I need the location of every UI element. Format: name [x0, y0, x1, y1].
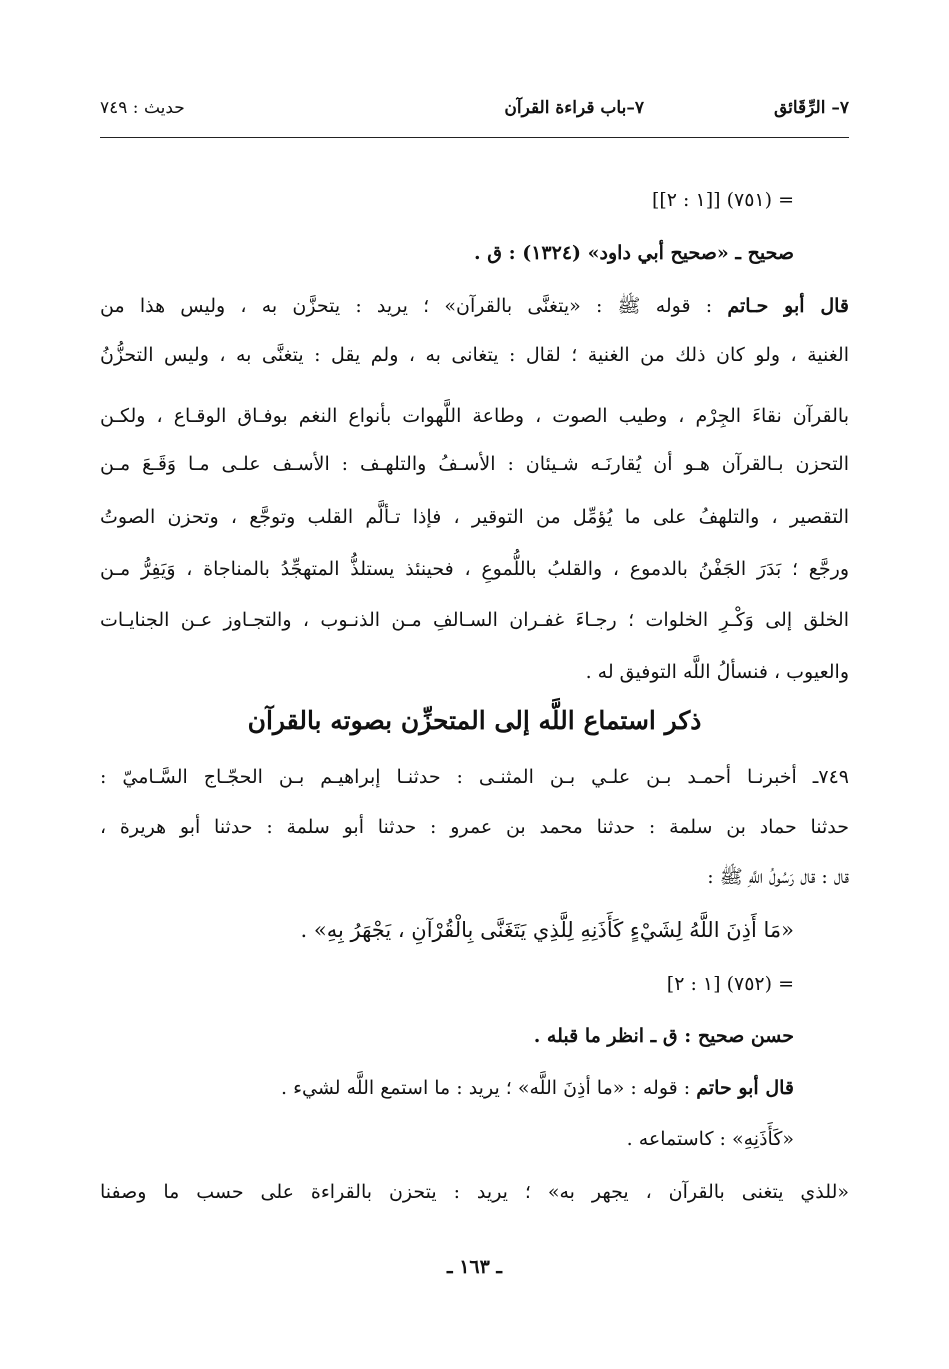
header-divider	[100, 137, 849, 138]
speaker-label: قال أبو حـاتم	[727, 295, 850, 317]
commentary-line: «للذي يتغنى بالقرآن ، يجهر به» ؛ يريد : يتحزن بالقراءة على حسب ما وصفنا	[100, 1181, 849, 1203]
isnad-line: قال : قال رَسُولُ اللَّهِ ﷺ :	[707, 866, 849, 888]
commentary-line: قال أبو حاتم : قوله : «ما أذِنَ اللَّه» ؛ يريد : ما استمع اللَّه لشيء .	[280, 1077, 794, 1099]
hadith-text: «مَا أَذِنَ اللَّهُ لِشَيْءٍ كَأَذَنِهِ لِلَّذِي يَتَغَنَّى بِالْقُرْآنِ ، يَجْهَرُ بِهِ» .	[300, 918, 794, 942]
isnad-line: حدثنا حماد بن سلمة : حدثنا محمد بن عمرو : حدثنا أبو سلمة : حدثنا أبو هريرة ،	[100, 816, 849, 838]
header-hadith-number: حديث : ٧٤٩	[100, 98, 185, 118]
grading-line: حسن صحيح : ق ـ انظر ما قبله .	[533, 1025, 794, 1047]
commentary-line: الغنية ، ولو كان ذلك من الغنية ؛ لقال : يتغانى به ، ولم يقل : يتغنَّى به ، وليس التحزُّنُ	[100, 344, 849, 366]
speaker-label: قال أبو حاتم	[696, 1077, 794, 1099]
takhrij-line: = (٧٥٢) [١ : ٢]	[666, 973, 794, 995]
commentary-line: التقصير ، والتلهفُ على ما يُؤمِّل من التوقير ، فإذا تـألَّم القلب وتوجَّع ، وتحزن الصوتُ	[100, 506, 849, 528]
chapter-heading: ذكر استماع اللَّه إلى المتحزِّن بصوته بالقرآن	[247, 706, 702, 735]
header-chapter: ٧– الرِّقَائق	[773, 98, 849, 118]
page-number: ـ ١٦٣ ـ	[447, 1256, 502, 1278]
commentary-line: التحزن بـالقرآن هـو أن يُقارنَـه شـيئان : الأسـفُ والتلهـف : الأسـف علـى مـا وَقَـعَ مـن	[100, 453, 849, 475]
isnad-line: ٧٤٩ـ أخبرنـا أحمـد بـن علـي بـن المثنـى : حدثنـا إبراهيـم بـن الحجّـاج السَّـاميّ :	[100, 766, 849, 788]
grading-line: صحيح ـ «صحيح أبي داود» (١٣٢٤) : ق .	[474, 242, 794, 264]
header-section: ٧–باب قراءة القرآن	[504, 98, 644, 118]
running-header	[100, 96, 849, 128]
commentary-line: «كَأَذَنِهِ» : كاستماعه .	[626, 1128, 794, 1150]
commentary-line: الخلق إلى وَكْـرِ الخلوات ؛ رجـاءَ غفـران السـالفِ مـن الذنـوب ، والتجـاوز عـن الجنايـات	[100, 609, 849, 631]
commentary-line: بالقرآن نقاءَ الجِرْم ، وطيب الصوت ، وطاعة اللَّهوات بأنواع النغم بوفـاق الوقـاع ، ولكـن	[100, 405, 849, 427]
commentary-line: قال أبو حـاتم : قوله ﷺ : «يتغنَّى بالقرآن» ؛ يريد : يتحزَّن به ، وليس هذا من	[100, 295, 850, 317]
takhrij-line: = (٧٥١) [[١ : ٢]]	[651, 189, 794, 211]
commentary-line: والعيوب ، فنسألُ اللَّه التوفيق له .	[585, 661, 849, 683]
commentary-line: ورجَّع ؛ بَدَرَ الجَفْنُ بالدموع ، والقلبُ باللُّموعِ ، فحينئذ يستلذُّ المتهجِّدُ بالمناجاة ، وَيَفِرُّ مـن	[100, 558, 849, 580]
